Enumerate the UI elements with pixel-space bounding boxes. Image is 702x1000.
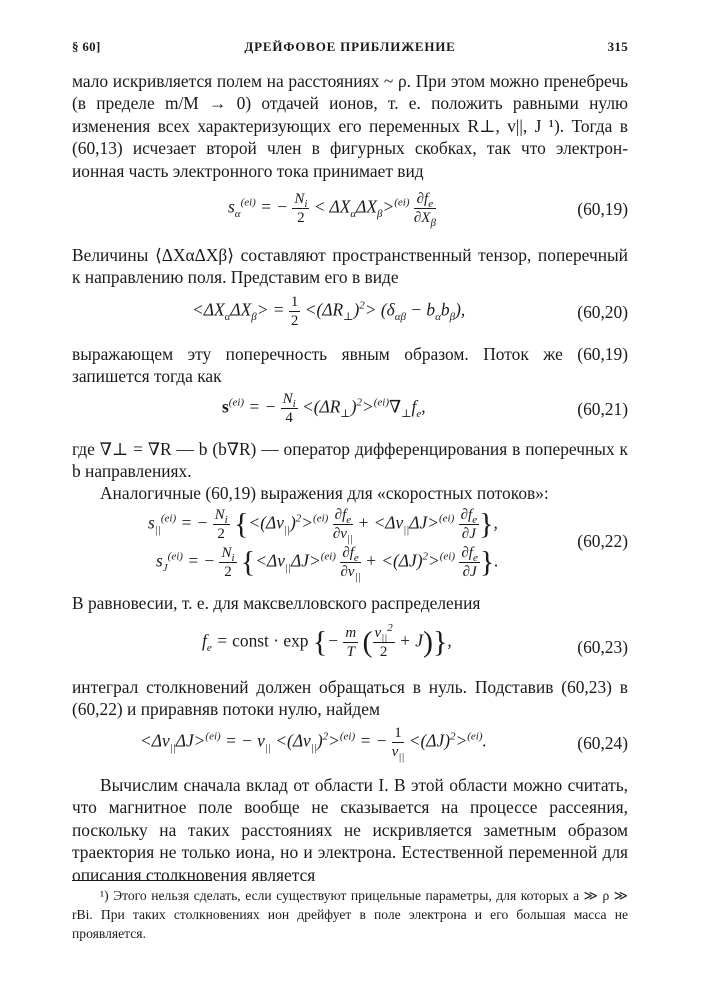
paragraph-4: где ∇⊥ = ∇R — b (b∇R) — оператор дифференцирования в поперечных к b направлениях.: [72, 439, 628, 482]
equation-60-21-body: $s^{(ei)}$ = − $\frac{N_i}{4}$ $<(\Delta R_\perp)^2>^{(ei)}\nabla_\perp f_e$,: [222, 391, 426, 426]
paragraph-7: интеграл столкновений должен обращаться в нуль. Подставив (60,23) в (60,22) и приравняв потоки нулю, найдем: [72, 677, 628, 720]
chapter-title: ДРЕЙФОВОЕ ПРИБЛИЖЕНИЕ: [244, 39, 456, 54]
equation-60-19: [72, 186, 628, 230]
equation-number-60-24: (60,24): [577, 733, 628, 753]
equation-60-19-body: $s_\alpha^{(ei)}$ = − $\frac{N_i}{2}$ < $\Delta X_\alpha\Delta X_\beta>^{(ei)}$ $\frac{\partial f_e}{\partial X_\beta}$: [228, 191, 436, 229]
paragraph-2: Величины ⟨ΔXαΔXβ⟩ составляют пространственный тензор, поперечный к направлению поля. Представим его в виде: [72, 245, 628, 288]
paragraph-3: выражающем эту поперечность явным образом. Поток же (60,19) запишется тогда как: [72, 344, 628, 387]
equation-number-60-22: (60,22): [577, 531, 628, 551]
section-label: § 60]: [72, 39, 101, 54]
equation-60-24-body: $<\Delta v_{||}\Delta J>^{(ei)}$ = − $v_{||} <(\Delta v_{||})^2>^{(ei)}$ = − $\frac{1}{v_{||}}$ $<(\Delta J)^2>^{(ei)}$.: [140, 725, 487, 763]
equation-number-60-23: (60,23): [577, 637, 628, 657]
equation-60-22: [72, 504, 628, 582]
footnote: ¹) Этого нельзя сделать, если существуют прицельные параметры, для которых a ≫ ρ ≫ rBi. При таких столкновениях ион дрейфует в поле электрона и его большая масса не проявляется.: [72, 888, 628, 941]
paragraph-8: Вычислим сначала вклад от области I. В этой области можно считать, что магнитное поле вообще не сказывается на процессе рассеяния, поскольку на таких расстояниях не искривляется заметным образом траектория не только иона, но и электрона. Естественной переменной для описания столкновения является: [72, 775, 628, 885]
equation-60-22-line-2: $s_J^{(ei)}$ = − $\frac{N_i}{2}$ {$<\Delta v_{||}\Delta J>^{(ei)}$ $\frac{\partial f_e}{\partial v_{||}}$ + $<(\Delta J)^2>^{(ei)}$ $\frac{\partial f_e}{\partial J}$ }.: [156, 545, 499, 583]
equation-number-60-21: (60,21): [577, 399, 628, 419]
equation-number-60-19: (60,19): [577, 199, 628, 219]
equation-60-23-body: $f_e$ = const · exp {− $\frac{m}{T}$ ( $\frac{v_{||}^2}{2}$ + J)},: [202, 622, 452, 660]
paragraph-5: Аналогичные (60,19) выражения для «скоростных потоков»:: [100, 483, 549, 503]
running-header: [72, 36, 628, 58]
equation-60-22-line-1: $s_{||}^{(ei)}$ = − $\frac{N_i}{2}$ {$<(\Delta v_{||})^2>^{(ei)}$ $\frac{\partial f_e}{\partial v_{||}}$ + $<\Delta v_{||}\Delta J>^{(ei)}$ $\frac{\partial f_e}{\partial J}$ },: [148, 507, 498, 545]
footnote-rule: [72, 880, 212, 881]
equation-number-60-20: (60,20): [577, 302, 628, 322]
page-number: 315: [607, 39, 628, 54]
paragraph-6: В равновесии, т. е. для максвелловского распределения: [72, 593, 481, 613]
equation-60-20-body: $<\Delta X_\alpha\Delta X_\beta>$ = $\frac{1}{2}$ $<(\Delta R_\perp)^2> (\delta_{\alpha\beta} - b_\alpha b_\beta)$,: [192, 294, 466, 329]
paragraph-1: мало искривляется полем на расстояниях ~ ρ. При этом можно пренебречь (в пределе m/M → 0) отдачей ионов, т. е. положить равными нулю изменения всех характеризующих его переменных R⊥, v||, J ¹). Тогда в (60,13) исчезает второй член в фигурных скобках, так что электрон-ионная часть электронного тока принимает вид: [72, 71, 628, 181]
equation-60-21: [72, 388, 628, 428]
equation-60-23: [72, 620, 628, 670]
equation-60-20: [72, 291, 628, 331]
equation-60-24: [72, 722, 628, 766]
